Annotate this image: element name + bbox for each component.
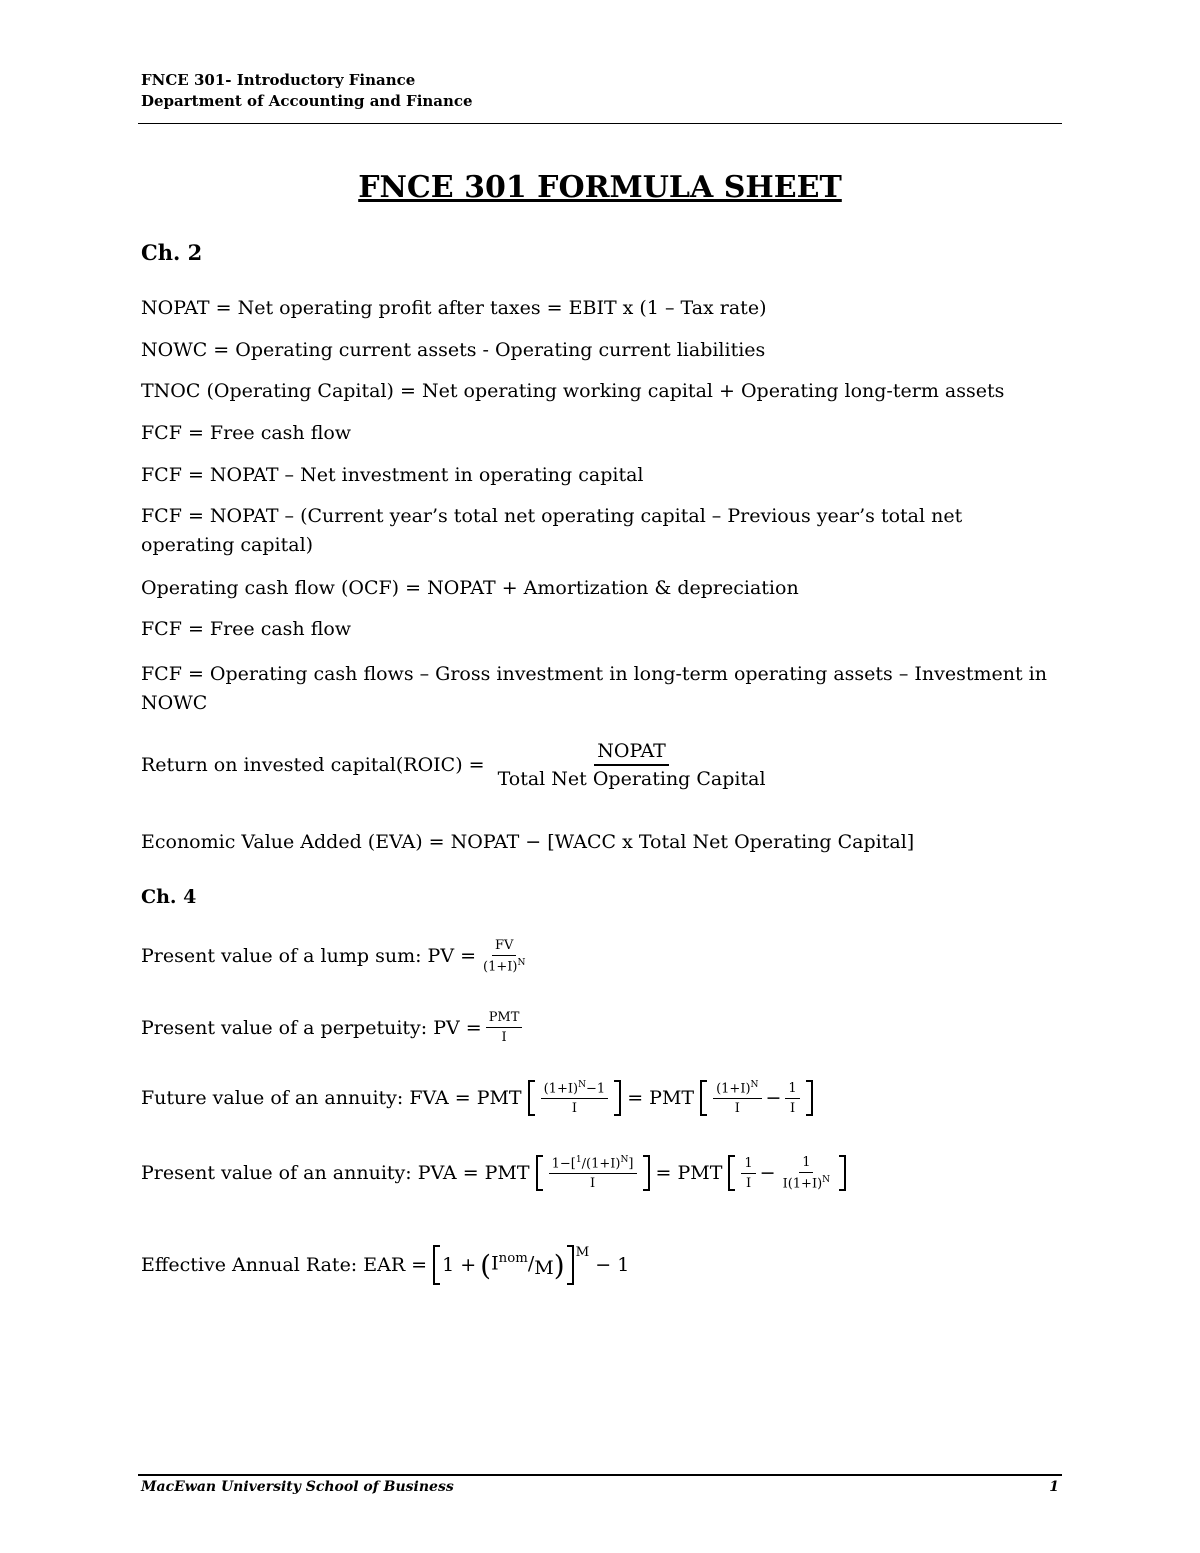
formula-nopat: NOPAT = Net operating profit after taxes = EBIT x (1 – Tax rate) [141,297,767,319]
chapter-4-heading: Ch. 4 [141,886,197,908]
pv-lump-label: Present value of a lump sum: PV = [141,945,476,968]
formula-fcf-capital-change: FCF = NOPAT – (Current year’s total net operating capital – Previous year’s total net operating capital) [141,505,963,556]
pva-label: Present value of an annuity: PVA = PMT [141,1162,530,1185]
course-name: FNCE 301- Introductory Finance [141,71,416,89]
formula-tnoc: TNOC (Operating Capital) = Net operating working capital + Operating long-term assets [141,380,1005,402]
ear-bracket: 1 + ( $I_{nom}/M$ ) [433,1245,574,1285]
ear-tail: − 1 [595,1254,630,1276]
pv-lump-denominator: $(1+I)^N$ [483,958,526,975]
pva-bracket-2: $\frac{1}{I}$ − $\frac{1}{I(1+I)^N}$ [728,1155,846,1191]
formula-pv-lump-sum [141,938,532,974]
fva-bracket-1: $\frac{(1+I)^N-1}{I}$ [528,1080,622,1116]
header-rule [138,123,1062,124]
roic-numerator: NOPAT [594,740,669,766]
ear-exponent: M [575,1245,590,1260]
formula-eva: Economic Value Added (EVA) = NOPAT − [WACC x Total Net Operating Capital] [141,831,915,853]
pva-bracket-1: $\frac{1-[^1/(1+I)^N]}{I}$ [536,1155,650,1191]
formula-pv-perpetuity [141,1010,526,1045]
roic-denominator: Total Net Operating Capital [497,768,766,790]
formula-fcf-def-2: FCF = Free cash flow [141,618,352,640]
footer-school: MacEwan University School of Business [141,1479,454,1495]
page-header [141,70,473,112]
department-name: Department of Accounting and Finance [141,92,473,110]
pv-lump-numerator: FV [492,938,516,956]
roic-fraction [495,740,769,790]
chapter-2-heading: Ch. 2 [141,240,203,265]
formula-roic [141,740,773,790]
roic-label: Return on invested capital(ROIC) = [141,754,485,776]
pv-perp-numerator: PMT [486,1010,523,1028]
formula-pva [141,1155,846,1191]
formula-fcf-gross-investment: FCF = Operating cash flows – Gross investment in long-term operating assets – Investment in NOWC [141,663,1047,714]
fva-eq: = PMT [627,1087,695,1110]
pva-eq: = PMT [655,1162,723,1185]
page-number: 1 [1049,1479,1059,1495]
formula-fva [141,1080,813,1116]
formula-fcf-def-1: FCF = Free cash flow [141,422,352,444]
fva-label: Future value of an annuity: FVA = PMT [141,1087,522,1110]
formula-nowc: NOWC = Operating current assets - Operating current liabilities [141,339,766,361]
formula-ocf: Operating cash flow (OCF) = NOPAT + Amortization & depreciation [141,577,799,599]
document-title: FNCE 301 FORMULA SHEET [358,170,842,205]
pv-lump-fraction [480,938,528,974]
pv-perp-fraction [486,1010,523,1045]
pv-perp-label: Present value of a perpetuity: PV = [141,1016,482,1039]
footer-rule [138,1474,1062,1476]
formula-fcf-net-investment: FCF = NOPAT – Net investment in operating capital [141,464,644,486]
ear-label: Effective Annual Rate: EAR = [141,1254,428,1276]
formula-ear [141,1245,629,1285]
fva-bracket-2: $\frac{(1+I)^N}{I}$ − $\frac{1}{I}$ [700,1080,813,1116]
pv-perp-denominator: I [501,1030,507,1045]
